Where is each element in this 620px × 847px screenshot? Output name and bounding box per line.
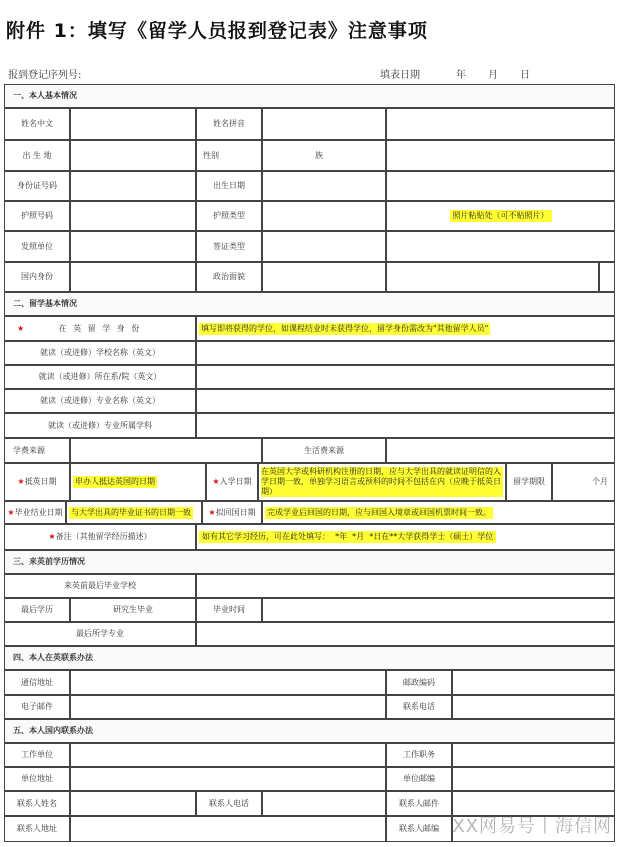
contact-address-field[interactable]: [70, 816, 386, 842]
last-school-label: 来英前最后毕业学校: [4, 574, 196, 598]
last-major-label: 最后所学专业: [4, 622, 196, 646]
contact-phone-field[interactable]: [262, 791, 386, 816]
political-status-label: 政治面貌: [196, 262, 262, 292]
last-degree-value[interactable]: 研究生毕业: [70, 598, 196, 622]
tuition-source-label: 学费来源: [4, 438, 70, 463]
birth-date-field[interactable]: [262, 171, 386, 201]
faculty-name-field[interactable]: [196, 365, 615, 389]
last-school-field[interactable]: [196, 574, 615, 598]
photo-area[interactable]: [386, 201, 615, 231]
fill-date-label: 填表日期: [380, 70, 420, 81]
enroll-date-field[interactable]: [258, 463, 506, 501]
id-number-label: 身份证号码: [4, 171, 70, 201]
grad-time-field[interactable]: [262, 598, 615, 622]
return-date-note: 完成学业后回国的日期，应与回国入境章或回国机票时间一致。: [267, 507, 491, 517]
name-pinyin-field[interactable]: [262, 108, 386, 140]
grad-time-label: 毕业时间: [196, 598, 262, 622]
study-period-label: 留学期限: [506, 463, 552, 501]
political-status-field[interactable]: [262, 262, 386, 292]
unit-postcode-field[interactable]: [452, 767, 615, 791]
uk-phone-label: 联系电话: [386, 695, 452, 719]
arrival-date-field[interactable]: [70, 463, 206, 501]
serial-number-label: 报到登记序列号:: [8, 70, 82, 81]
section-3-heading: 三、来英前学历情况: [4, 550, 615, 574]
section-1-heading: 一、本人基本情况: [4, 84, 615, 108]
section-2-heading: 二、留学基本情况: [4, 292, 615, 316]
section-4-heading: 四、本人在英联系办法: [4, 646, 615, 670]
major-name-field[interactable]: [196, 389, 615, 413]
passport-number-label: 护照号码: [4, 201, 70, 231]
study-period-field[interactable]: [552, 463, 615, 501]
return-date-field[interactable]: [262, 501, 615, 524]
visa-type-field[interactable]: [262, 231, 386, 262]
study-status-label: ★ 在 英 留 学 身 份: [4, 316, 196, 341]
required-star-icon: ★: [17, 323, 25, 333]
uk-phone-field[interactable]: [452, 695, 615, 719]
visa-type-label: 签证类型: [196, 231, 262, 262]
required-star-icon: ★: [48, 532, 56, 541]
birthplace-field[interactable]: [70, 140, 196, 171]
birth-date-label: 出生日期: [196, 171, 262, 201]
enroll-date-note: 在英国大学或科研机构注册的日期，应与大学出具的就读证明信的入学日期一致，单独学习语言或预科的时间不包括在内（应晚于抵英日期）: [261, 467, 501, 496]
arrival-date-note: 申办人抵达英国的日期: [75, 477, 155, 486]
issuing-unit-field[interactable]: [70, 231, 196, 262]
name-cn-label: 姓名中文: [4, 108, 70, 140]
tuition-source-field[interactable]: [70, 438, 262, 463]
study-status-field[interactable]: [196, 316, 615, 341]
contact-postcode-label: 联系人邮编: [386, 816, 452, 842]
name-cn-field[interactable]: [70, 108, 196, 140]
domestic-status-label: 国内身份: [4, 262, 70, 292]
work-address-field[interactable]: [70, 767, 386, 791]
photo-note: 照片粘贴处（可不贴照片）: [450, 210, 552, 222]
political-extra-field[interactable]: [386, 262, 599, 292]
school-name-field[interactable]: [196, 341, 615, 365]
remarks-label: ★ 备注（其他留学经历描述）: [4, 524, 196, 550]
month-unit: 个月: [592, 477, 608, 486]
required-star-icon: ★: [17, 477, 25, 486]
contact-name-field[interactable]: [70, 791, 196, 816]
arrival-date-label: ★ 抵英日期: [4, 463, 70, 501]
major-discipline-label: 就读（或进修）专业所属学科: [4, 413, 196, 438]
last-degree-label: 最后学历: [4, 598, 70, 622]
enroll-date-label: ★ 入学日期: [206, 463, 258, 501]
graduation-date-field[interactable]: [66, 501, 202, 524]
unit-postcode-label: 单位邮编: [386, 767, 452, 791]
uk-address-label: 通信地址: [4, 670, 70, 695]
major-discipline-field[interactable]: [196, 413, 615, 438]
name-extra-field[interactable]: [386, 108, 615, 140]
issuing-unit-label: 发照单位: [4, 231, 70, 262]
required-star-icon: ★: [208, 507, 216, 517]
work-address-label: 单位地址: [4, 767, 70, 791]
postcode-label: 邮政编码: [386, 670, 452, 695]
gender-label: 性别: [196, 140, 262, 171]
fill-date-month: 月: [488, 70, 498, 81]
contact-email-label: 联系人邮件: [386, 791, 452, 816]
page-title: 附件 1：填写《留学人员报到登记表》注意事项: [6, 20, 428, 42]
name-pinyin-label: 姓名拼音: [196, 108, 262, 140]
postcode-field[interactable]: [452, 670, 615, 695]
contact-name-label: 联系人姓名: [4, 791, 70, 816]
living-source-label: 生活费来源: [262, 438, 386, 463]
faculty-name-label: 就读（或进修）所在系/院（英文）: [4, 365, 196, 389]
study-status-note: 填写即将获得的学位，如课程结业时未获得学位，留学身份需改为"其他留学人员": [201, 323, 489, 333]
contact-address-label: 联系人地址: [4, 816, 70, 842]
remarks-field[interactable]: [196, 524, 615, 550]
political-end-cell: [599, 262, 615, 292]
passport-number-field[interactable]: [70, 201, 196, 231]
school-name-label: 就读（或进修）学校名称（英文）: [4, 341, 196, 365]
required-star-icon: ★: [212, 477, 220, 486]
job-title-field[interactable]: [452, 743, 615, 767]
ethnicity-label: 族: [262, 140, 386, 171]
job-title-label: 工作职务: [386, 743, 452, 767]
last-major-field[interactable]: [196, 622, 615, 646]
return-date-label: ★ 拟回国日期: [202, 501, 262, 524]
domestic-status-field[interactable]: [70, 262, 196, 292]
uk-address-field[interactable]: [70, 670, 386, 695]
work-unit-label: 工作单位: [4, 743, 70, 767]
gender-extra-field[interactable]: [386, 140, 615, 171]
fill-date-day: 日: [520, 70, 530, 81]
watermark: ⅩⅩ网易号丨海信网: [452, 816, 612, 837]
work-unit-field[interactable]: [70, 743, 386, 767]
required-star-icon: ★: [7, 507, 15, 517]
email-label: 电子邮件: [4, 695, 70, 719]
graduation-date-note: 与大学出具的毕业证书的日期一致: [71, 507, 191, 517]
contact-phone-label: 联系人电话: [196, 791, 262, 816]
graduation-date-label: ★ 毕业结业日期: [4, 501, 66, 524]
passport-type-field[interactable]: [262, 201, 386, 231]
section-5-heading: 五、本人国内联系办法: [4, 719, 615, 743]
id-number-field[interactable]: [70, 171, 196, 201]
email-field[interactable]: [70, 695, 386, 719]
photo-area-top: [386, 171, 615, 201]
major-name-label: 就读（或进修）专业名称（英文）: [4, 389, 196, 413]
fill-date-year: 年: [456, 70, 466, 81]
living-source-field[interactable]: [386, 438, 615, 463]
birthplace-label: 出 生 地: [4, 140, 70, 171]
photo-area-bottom: [386, 231, 615, 262]
remarks-note: 如有其它学习经历，可在此处填写： *年 *月 *日在**大学获得学士（硕士）学位: [199, 531, 496, 543]
passport-type-label: 护照类型: [196, 201, 262, 231]
